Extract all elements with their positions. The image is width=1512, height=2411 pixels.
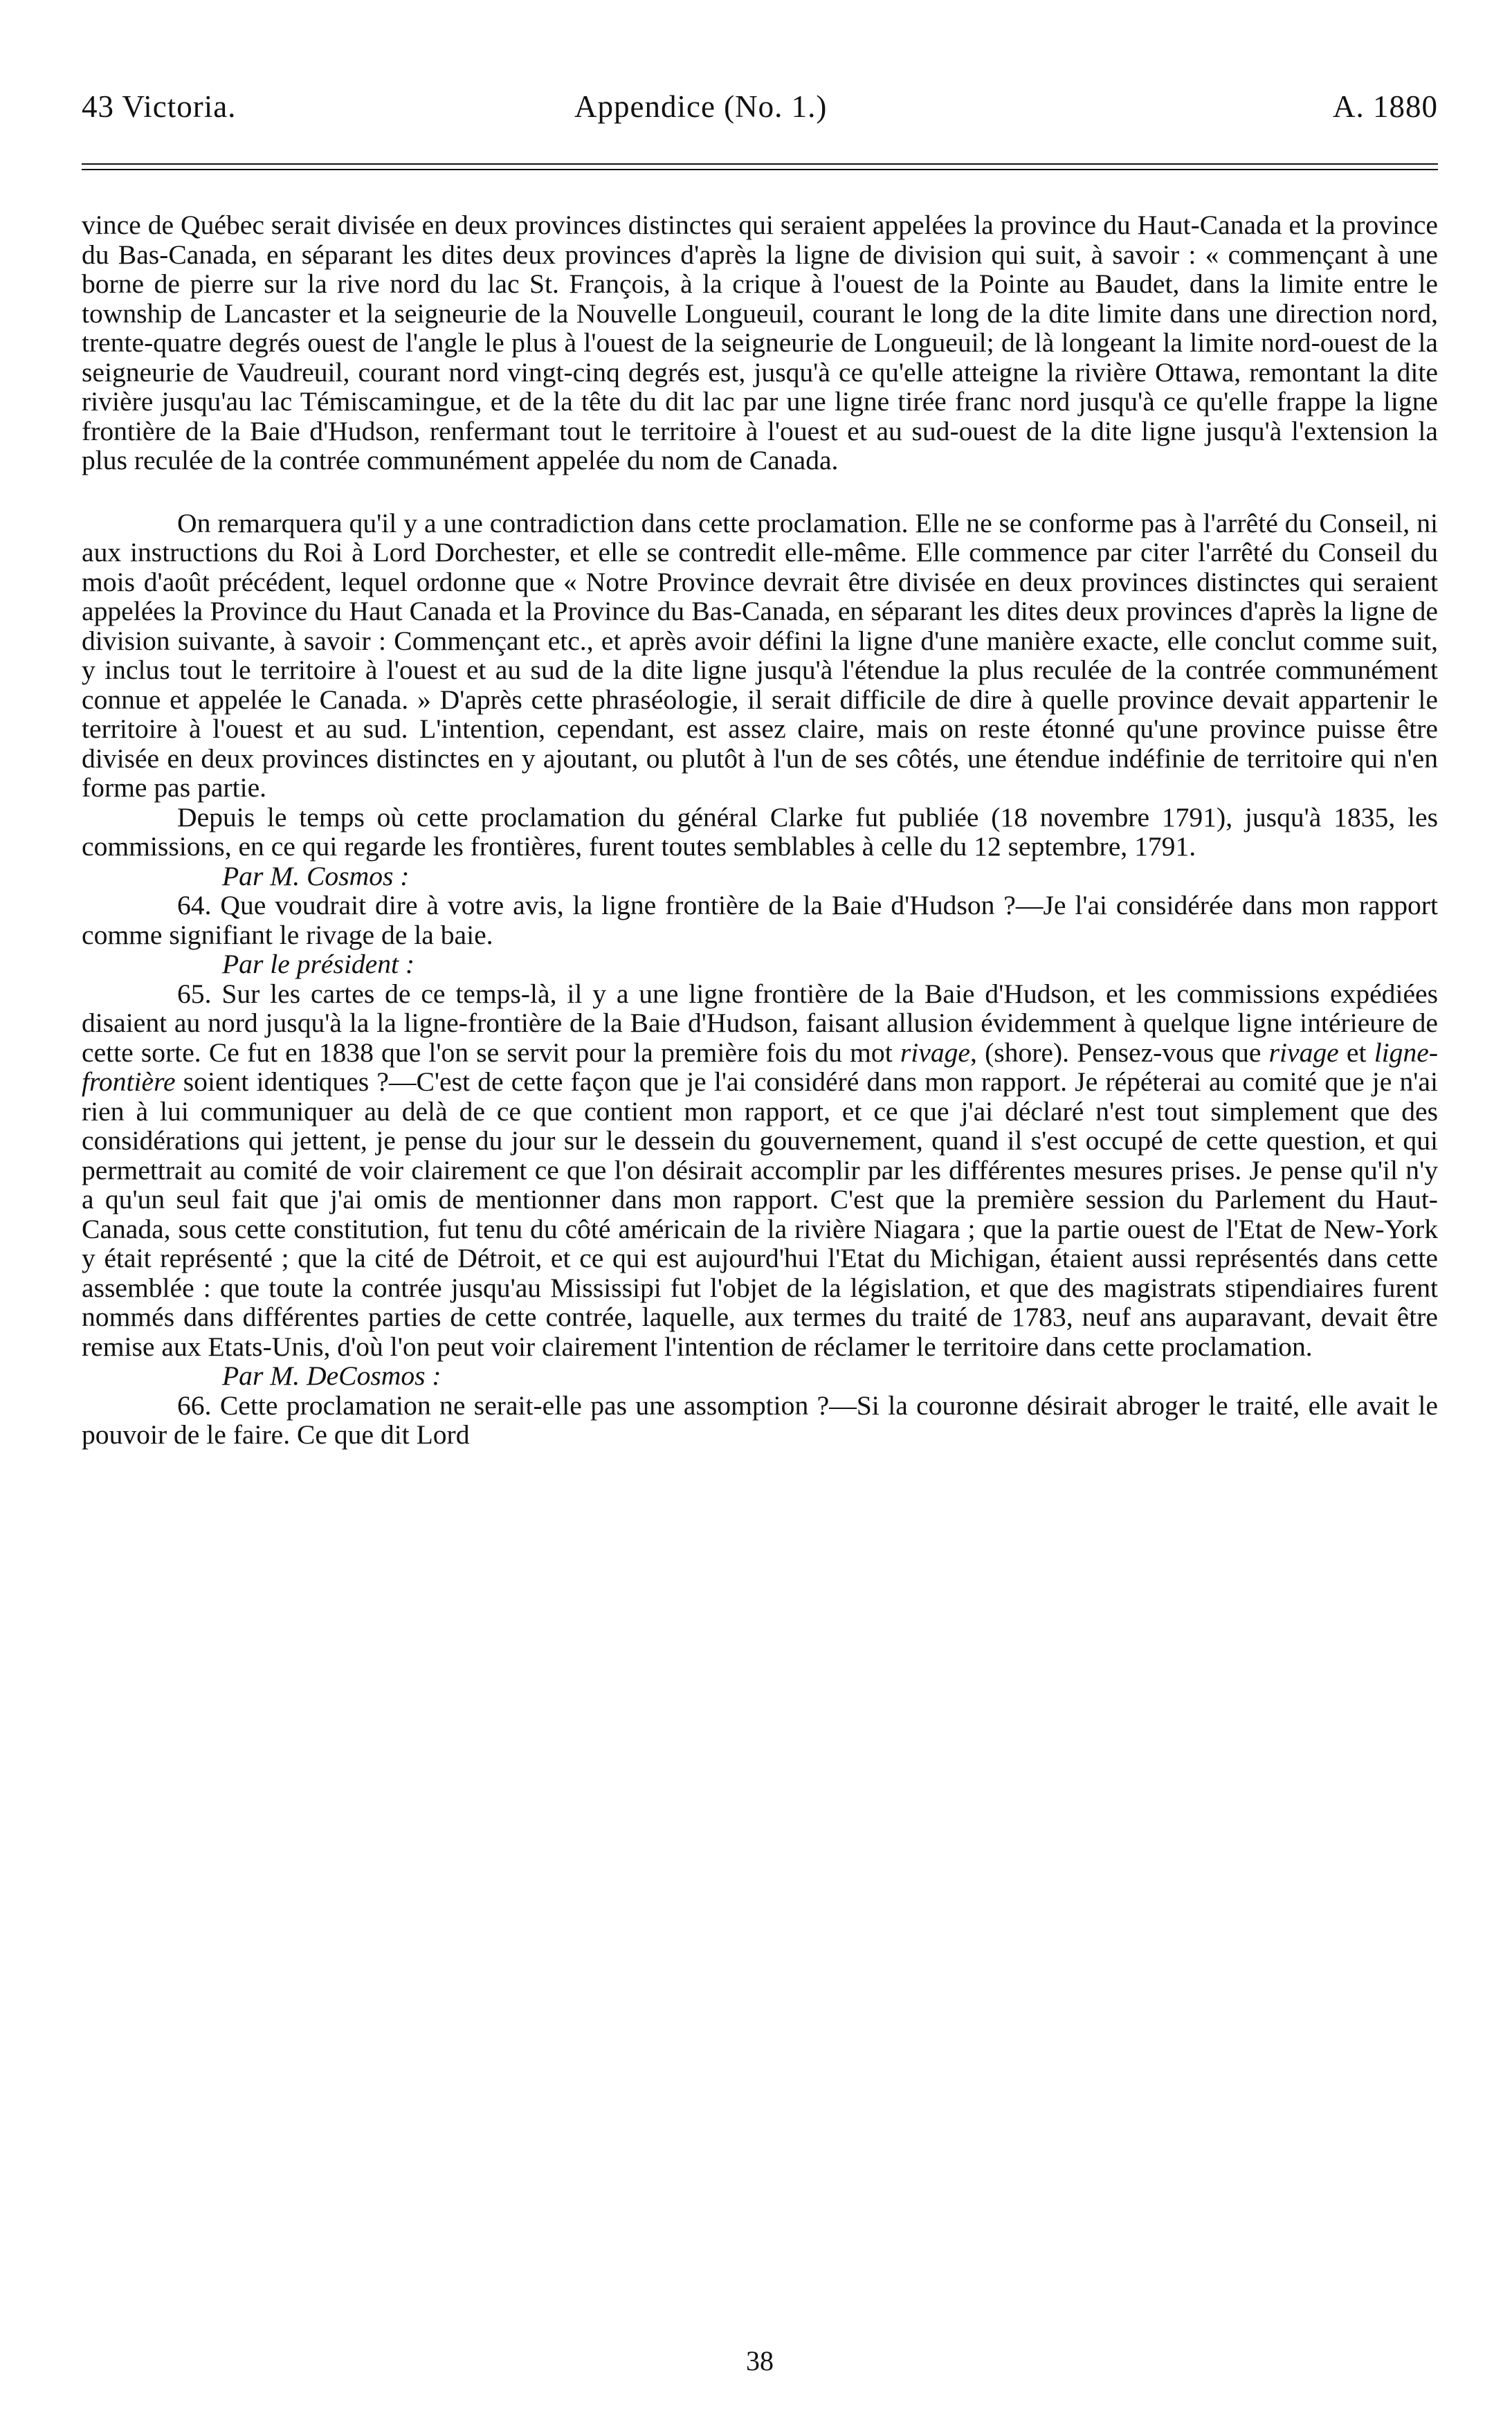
question-64: 64. Que voudrait dire à votre avis, la ligne frontière de la Baie d'Hudson ?—Je l'ai considérée dans mon rapport comme signifiant le rivage de la baie.	[82, 890, 1438, 950]
speaker-cosmos: Par M. Cosmos :	[222, 860, 410, 891]
q65-word-ligne-frontiere: ligne-frontière	[82, 1037, 1439, 1097]
q65-part4: soient identiques ?—C'est de cette façon que je l'ai considéré dans mon rapport. Je répéterai au comité que je n'ai rien à lui communiquer au delà de ce que contient mon rapport, et ce que j'ai déclaré n'est tout simplement que des considérations qui jettent, je pense du jour sur le dessein du gouvernement, quand il s'est occupé de cette question, et qui permettrait au comité de voir clairement ce que l'on désirait accomplir par les différentes mesures prises. Je pense qu'il n'y a qu'un seul fait que j'ai omis de mentionner dans mon rapport. C'est que la première session du Parlement du Haut-Canada, sous cette constitution, fut tenu du côté américain de la rivière Niagara ; que la partie ouest de l'Etat de New-York y était représenté ; que la cité de Détroit, et ce qui est aujourd'hui l'Etat du Michigan, étaient aussi représentés dans cette assemblée : que toute la contrée jusqu'au Mississipi fut l'objet de la législation, et que des magistrats stipendiaires furent nommés dans différentes parties de cette contrée, laquelle, aux termes du traité de 1783, neuf ans auparavant, devait être remise aux Etats-Unis, d'où l'on peut voir clairement l'intention de réclamer le territoire dans cette proclamation.	[82, 1066, 1438, 1362]
header-appendix: Appendice (No. 1.)	[574, 89, 828, 124]
speaker-president: Par le président :	[222, 949, 415, 979]
page-number: 38	[746, 2345, 774, 2376]
document-page	[82, 0, 1438, 2411]
page-header	[82, 89, 1438, 130]
q65-word-rivage-2: rivage	[1268, 1037, 1339, 1068]
q65-part2: , (shore). Pensez-vous que	[970, 1037, 1269, 1068]
header-session: 43 Victoria.	[82, 89, 237, 124]
q65-word-rivage: rivage	[900, 1037, 971, 1068]
question-66: 66. Cette proclamation ne serait-elle pas une assomption ?—Si la couronne désirait abroger le traité, elle avait le pouvoir de le faire. Ce que dit Lord	[82, 1390, 1438, 1450]
question-65	[82, 979, 1438, 1362]
q65-part1: 65. Sur les cartes de ce temps-là, il y a une ligne frontière de la Baie d'Hudson, et les commissions expédiées disaient au nord jusqu'à la la ligne-frontière de la Baie d'Hudson, faisant allusion évidemment à quelque ligne intérieure de cette sorte. Ce fut en 1838 que l'on se servit pour la première fois du mot	[82, 978, 1438, 1068]
body-text	[82, 210, 1438, 1450]
paragraph-proclamation-quote: vince de Québec serait divisée en deux provinces distinctes qui seraient appelées la province du Haut-Canada et la province du Bas-Canada, en séparant les dites deux provinces d'après la ligne de division qui suit, à savoir : « commençant à une borne de pierre sur la rive nord du lac St. François, à la crique à l'ouest de la Pointe au Baudet, dans la limite entre le township de Lancaster et la seigneurie de la Nouvelle Longueuil, courant le long de la dite limite dans une direction nord, trente-quatre degrés ouest de l'angle le plus à l'ouest de la seigneurie de Longueuil; de là longeant la limite nord-ouest de la seigneurie de Vaudreuil, courant nord vingt-cinq degrés est, jusqu'à ce qu'elle atteigne la rivière Ottawa, remontant la dite rivière jusqu'au lac Témiscamingue, et de la tête du dit lac par une ligne tirée franc nord jusqu'à ce qu'elle frappe la ligne frontière de la Baie d'Hudson, renfermant tout le territoire à l'ouest et au sud-ouest de la dite ligne jusqu'à l'extension la plus reculée de la contrée communément appelée du nom de Canada.	[82, 210, 1438, 475]
paragraph-commissions: Depuis le temps où cette proclamation du général Clarke fut publiée (18 novembre 1791), jusqu'à 1835, les commissions, en ce qui regarde les frontières, furent toutes semblables à celle du 12 septembre, 1791.	[82, 801, 1438, 862]
header-rule-second	[82, 169, 1438, 170]
paragraph-gap	[82, 475, 1438, 509]
speaker-decosmos: Par M. DeCosmos :	[222, 1361, 441, 1391]
paragraph-contradiction: On remarquera qu'il y a une contradiction dans cette proclamation. Elle ne se conforme pas à l'arrêté du Conseil, ni aux instructions du Roi à Lord Dorchester, et elle se contredit elle-même. Elle commence par citer l'arrêté du Conseil du mois d'août précédent, lequel ordonne que « Notre Province devrait être divisée en deux provinces distinctes qui seraient appelées la Province du Haut Canada et la Province du Bas-Canada, en séparant les dites deux provinces d'après la ligne de division suivante, à savoir : Commençant etc., et après avoir défini la ligne d'une manière exacte, elle conclut comme suit, y inclus tout le territoire à l'ouest et au sud de la dite ligne jusqu'à l'étendue la plus reculée de la contrée communément connue et appelée le Canada. » D'après cette phraséologie, il serait difficile de dire à quelle province devait appartenir le territoire à l'ouest et au sud. L'intention, cependant, est assez claire, mais on reste étonné qu'une province puisse être divisée en deux provinces distinctes en y ajoutant, ou plutôt à l'un de ses côtés, une étendue indéfinie de territoire qui n'en forme pas partie.	[82, 507, 1438, 803]
q65-part3: et	[1338, 1037, 1374, 1068]
header-year: A. 1880	[1333, 89, 1438, 124]
header-rule	[82, 163, 1438, 165]
